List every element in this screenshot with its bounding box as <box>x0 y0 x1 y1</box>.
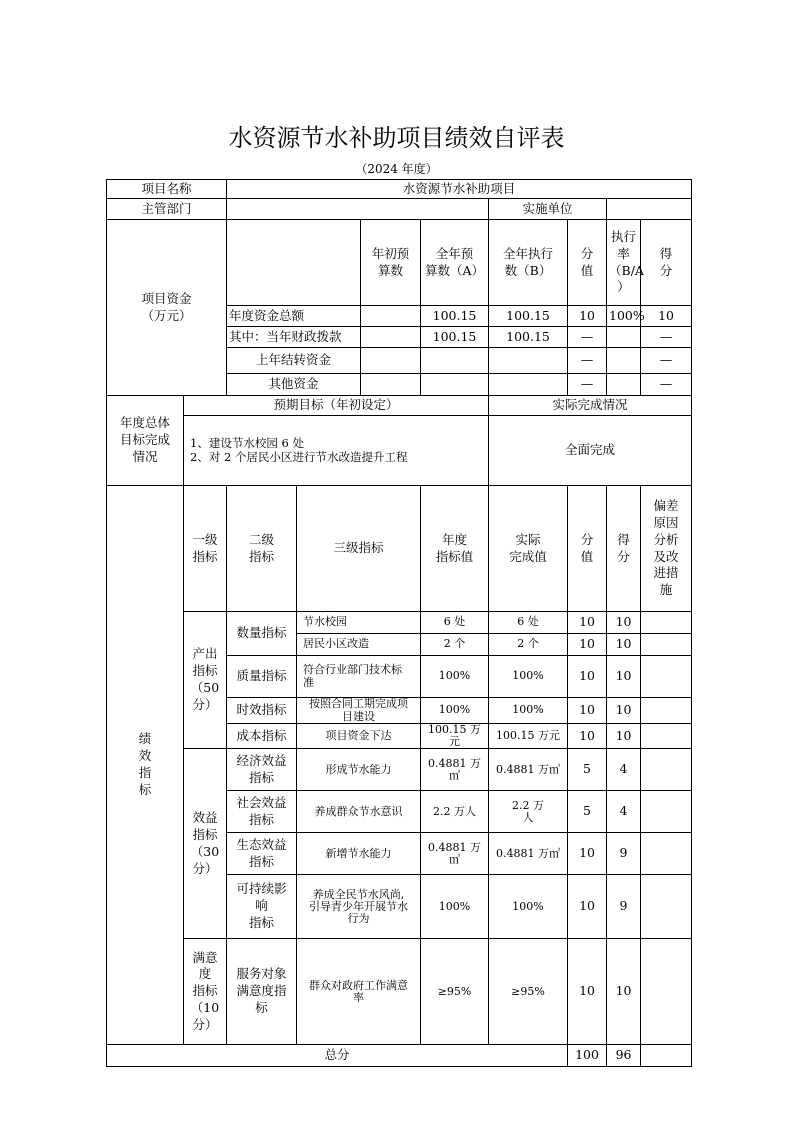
perf-level3: 新增节水能力 <box>297 833 421 875</box>
perf-target: 100% <box>421 698 489 724</box>
perf-score: 5 <box>568 749 607 791</box>
perf-got: 10 <box>607 634 641 656</box>
perf-note <box>641 833 692 875</box>
total-label: 总分 <box>107 1045 568 1067</box>
perf-target: 100% <box>421 875 489 939</box>
year-label: （2024 年度） <box>355 162 438 176</box>
funds-budget: 100.15 <box>421 306 489 327</box>
perf-note <box>641 875 692 939</box>
perf-level3: 符合行业部门技术标 准 <box>297 656 421 698</box>
funds-score: — <box>568 374 607 396</box>
perf-actual: 2 个 <box>489 634 568 656</box>
total-score: 100 <box>568 1045 607 1067</box>
perf-level2: 可持续影 响 指标 <box>227 875 297 939</box>
funds-exec: 100.15 <box>489 327 568 348</box>
perf-header-got: 得 分 <box>607 486 641 612</box>
perf-level2: 社会效益 指标 <box>227 791 297 833</box>
perf-row <box>107 939 692 1045</box>
perf-level2: 经济效益 指标 <box>227 749 297 791</box>
perf-actual: ≥95% <box>489 939 568 1045</box>
perf-got: 10 <box>607 612 641 634</box>
funds-item-name: 其中：当年财政拨款 <box>227 327 361 348</box>
total-got: 96 <box>607 1045 641 1067</box>
funds-exec: 100.15 <box>489 306 568 327</box>
perf-header-note: 偏差 原因 分析 及改 进措 施 <box>641 486 692 612</box>
perf-note <box>641 612 692 634</box>
perf-target: 2.2 万人 <box>421 791 489 833</box>
perf-level2: 数量指标 <box>227 612 297 656</box>
perf-level3: 按照合同工期完成项 目建设 <box>297 698 421 724</box>
perf-level3: 居民小区改造 <box>297 634 421 656</box>
perf-actual: 6 处 <box>489 612 568 634</box>
perf-level3: 形成节水能力 <box>297 749 421 791</box>
dept-value <box>227 199 489 220</box>
project-name-label: 项目名称 <box>107 180 227 199</box>
funds-item-name: 其他资金 <box>227 374 361 396</box>
perf-header-row <box>107 486 692 612</box>
perf-actual: 100.15 万元 <box>489 724 568 749</box>
funds-got: — <box>641 327 692 348</box>
goals-expected-header: 预期目标（年初设定） <box>184 396 489 416</box>
funds-rate <box>607 327 641 348</box>
perf-target: 0.4881 万 ㎥ <box>421 833 489 875</box>
perf-level2: 质量指标 <box>227 656 297 698</box>
perf-note <box>641 698 692 724</box>
perf-got: 4 <box>607 791 641 833</box>
perf-note <box>641 939 692 1045</box>
perf-label: 绩 效 指 标 <box>107 486 184 1045</box>
perf-target: 100% <box>421 656 489 698</box>
funds-budget: 100.15 <box>421 327 489 348</box>
funds-got: 10 <box>641 306 692 327</box>
goals-actual-header: 实际完成情况 <box>489 396 692 416</box>
perf-target: ≥95% <box>421 939 489 1045</box>
dept-row <box>107 199 692 220</box>
perf-level2: 成本指标 <box>227 724 297 749</box>
perf-row <box>107 749 692 791</box>
perf-level2: 生态效益 指标 <box>227 833 297 875</box>
perf-header-actual: 实际 完成值 <box>489 486 568 612</box>
perf-note <box>641 634 692 656</box>
goals-content-row <box>107 416 692 486</box>
perf-got: 10 <box>607 698 641 724</box>
perf-target: 0.4881 万 ㎥ <box>421 749 489 791</box>
funds-header-exec: 全年执行 数（B） <box>489 220 568 306</box>
perf-got: 9 <box>607 833 641 875</box>
funds-got: — <box>641 348 692 374</box>
dept-label: 主管部门 <box>107 199 227 220</box>
perf-actual: 100% <box>489 875 568 939</box>
funds-label: 项目资金 （万元） <box>107 220 227 396</box>
funds-got: — <box>641 374 692 396</box>
perf-score: 10 <box>568 612 607 634</box>
perf-level1: 效益 指标 （30 分） <box>184 749 227 939</box>
goals-header-row <box>107 396 692 416</box>
goals-actual: 全面完成 <box>489 416 692 486</box>
perf-target: 100.15 万 元 <box>421 724 489 749</box>
unit-label: 实施单位 <box>489 199 607 220</box>
perf-level1: 满意 度 指标 （10 分） <box>184 939 227 1045</box>
funds-header-budget: 全年预 算数（A） <box>421 220 489 306</box>
funds-initial <box>361 327 421 348</box>
perf-level3: 养成群众节水意识 <box>297 791 421 833</box>
funds-budget <box>421 374 489 396</box>
perf-actual: 100% <box>489 656 568 698</box>
funds-score: — <box>568 327 607 348</box>
funds-item-name: 上年结转资金 <box>227 348 361 374</box>
perf-actual: 100% <box>489 698 568 724</box>
perf-header-target: 年度 指标值 <box>421 486 489 612</box>
funds-budget <box>421 348 489 374</box>
perf-got: 9 <box>607 875 641 939</box>
funds-initial <box>361 374 421 396</box>
perf-score: 10 <box>568 875 607 939</box>
goals-label: 年度总体 目标完成 情况 <box>107 396 184 486</box>
perf-got: 4 <box>607 749 641 791</box>
funds-header-got: 得 分 <box>641 220 692 306</box>
perf-note <box>641 656 692 698</box>
funds-header-initial: 年初预 算数 <box>361 220 421 306</box>
perf-target: 2 个 <box>421 634 489 656</box>
perf-score: 10 <box>568 939 607 1045</box>
perf-level2: 时效指标 <box>227 698 297 724</box>
perf-note <box>641 749 692 791</box>
perf-header-l1: 一级 指标 <box>184 486 227 612</box>
perf-level3: 群众对政府工作满意 率 <box>297 939 421 1045</box>
perf-got: 10 <box>607 656 641 698</box>
perf-actual: 0.4881 万㎥ <box>489 749 568 791</box>
funds-item-name: 年度资金总额 <box>227 306 361 327</box>
unit-value <box>607 199 692 220</box>
funds-header-row <box>107 220 692 306</box>
total-row <box>107 1045 692 1067</box>
perf-level3: 项目资金下达 <box>297 724 421 749</box>
project-name-value: 水资源节水补助项目 <box>227 180 692 199</box>
perf-level2: 服务对象 满意度指 标 <box>227 939 297 1045</box>
total-note <box>641 1045 692 1067</box>
perf-target: 6 处 <box>421 612 489 634</box>
perf-score: 10 <box>568 656 607 698</box>
perf-level3: 养成全民节水风尚, 引导青少年开展节水 行为 <box>297 875 421 939</box>
perf-row <box>107 612 692 634</box>
perf-level1: 产出 指标 （50 分） <box>184 612 227 749</box>
funds-exec <box>489 348 568 374</box>
perf-score: 5 <box>568 791 607 833</box>
perf-score: 10 <box>568 698 607 724</box>
perf-got: 10 <box>607 724 641 749</box>
perf-note <box>641 791 692 833</box>
perf-got: 10 <box>607 939 641 1045</box>
funds-rate <box>607 348 641 374</box>
perf-score: 10 <box>568 833 607 875</box>
perf-score: 10 <box>568 724 607 749</box>
funds-rate: 100% <box>607 306 641 327</box>
perf-header-l2: 二级 指标 <box>227 486 297 612</box>
funds-header-score: 分 值 <box>568 220 607 306</box>
perf-score: 10 <box>568 634 607 656</box>
funds-blank-header <box>227 220 361 306</box>
project-name-row <box>107 180 692 199</box>
funds-header-rate: 执行 率 （B/A ） <box>607 220 641 306</box>
perf-level3: 节水校园 <box>297 612 421 634</box>
perf-actual: 0.4881 万㎥ <box>489 833 568 875</box>
perf-header-score: 分 值 <box>568 486 607 612</box>
perf-header-l3: 三级指标 <box>297 486 421 612</box>
page-title: 水资源节水补助项目绩效自评表 <box>228 124 565 152</box>
perf-note <box>641 724 692 749</box>
funds-initial <box>361 348 421 374</box>
funds-exec <box>489 374 568 396</box>
evaluation-table <box>106 179 692 1067</box>
funds-initial <box>361 306 421 327</box>
goals-expected: 1、建设节水校园 6 处 2、对 2 个居民小区进行节水改造提升工程 <box>184 416 489 486</box>
funds-score: — <box>568 348 607 374</box>
funds-score: 10 <box>568 306 607 327</box>
perf-actual: 2.2 万 人 <box>489 791 568 833</box>
funds-rate <box>607 374 641 396</box>
